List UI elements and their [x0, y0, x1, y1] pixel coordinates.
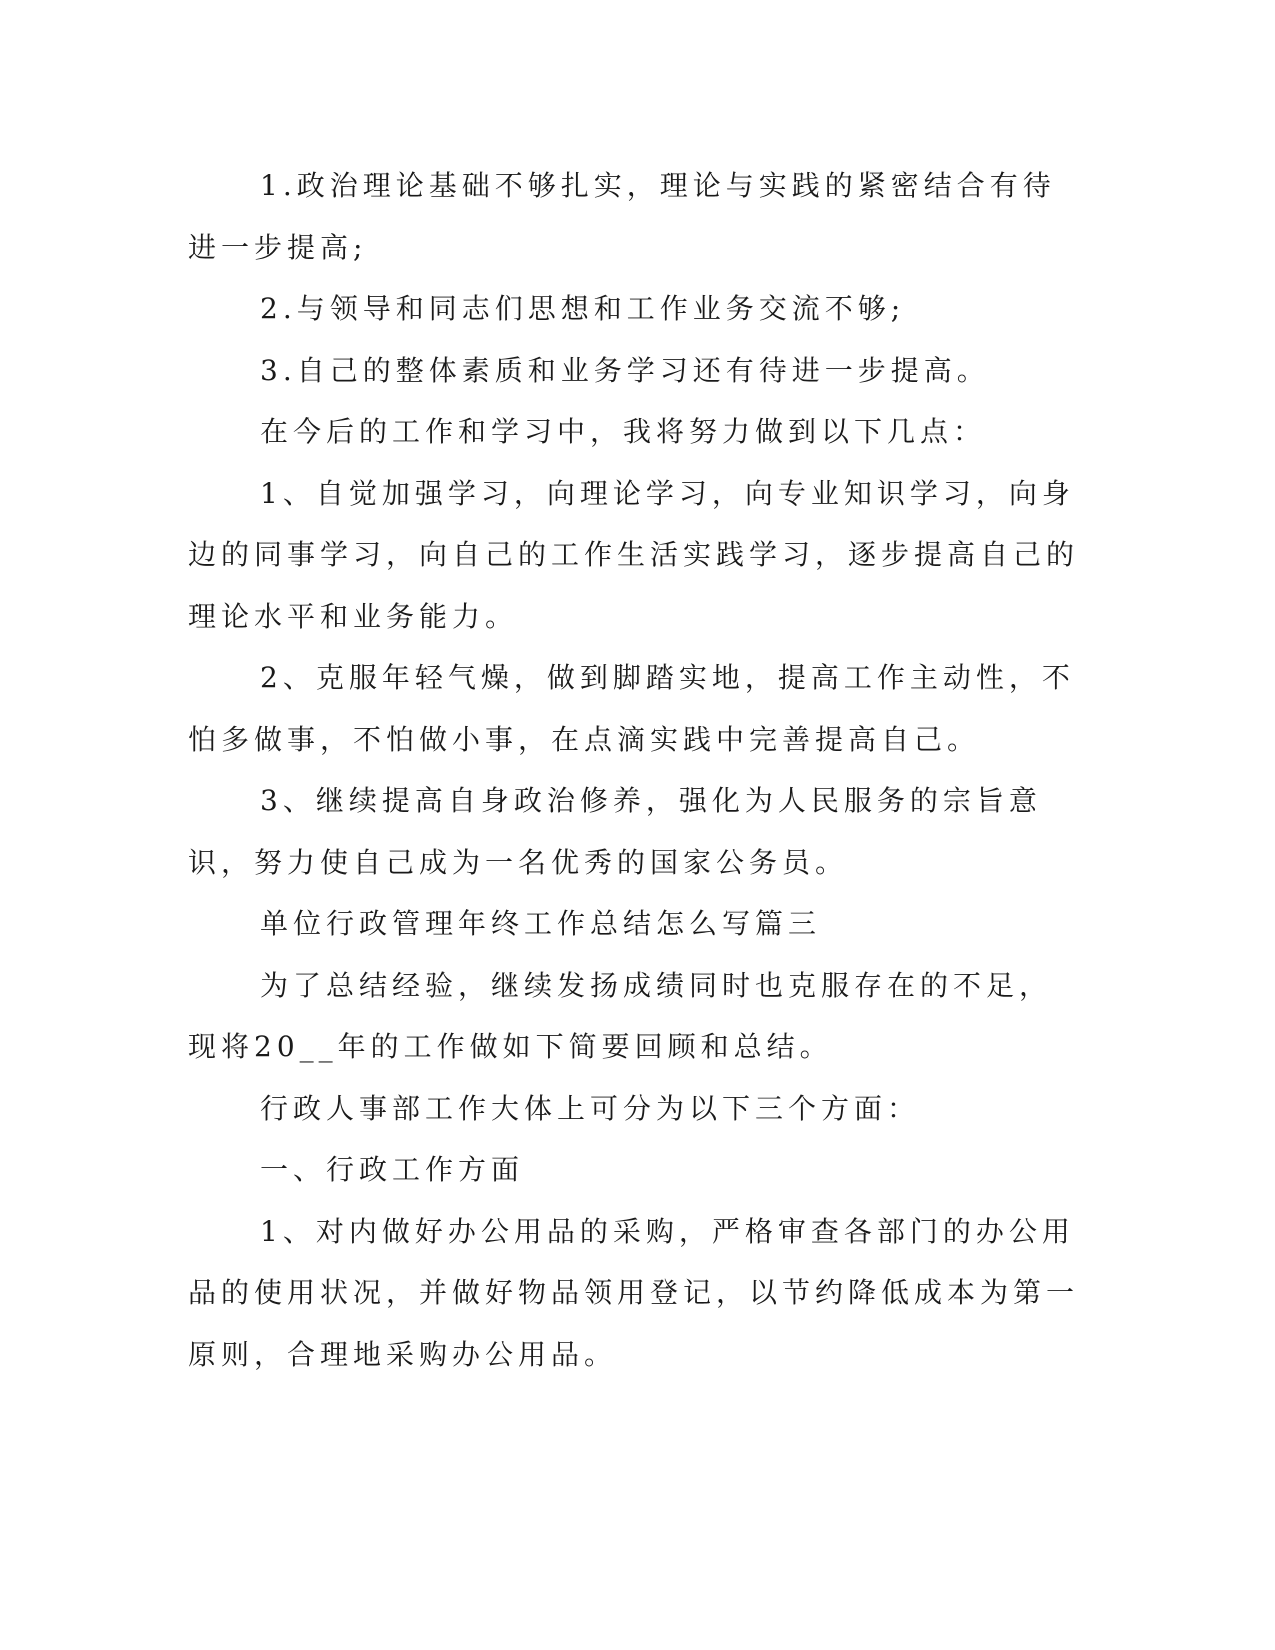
section-heading: 单位行政管理年终工作总结怎么写篇三	[260, 907, 822, 940]
paragraph-plan-intro: 在今后的工作和学习中，我将努力做到以下几点：	[260, 415, 987, 448]
paragraph-plan-3: 3、继续提高自身政治修养，强化为人民服务的宗旨意识，努力使自己成为一名优秀的国家公务员。	[188, 784, 1042, 879]
paragraph-plan-2: 2、克服年轻气燥，做到脚踏实地，提高工作主动性，不怕多做事，不怕做小事，在点滴实践中完善提高自己。	[188, 661, 1075, 756]
paragraph-shortcoming-3: 3.自己的整体素质和业务学习还有待进一步提高。	[260, 353, 990, 387]
subsection-heading: 一、行政工作方面	[260, 1153, 525, 1186]
paragraph-shortcoming-2: 2.与领导和同志们思想和工作业务交流不够;	[260, 292, 906, 325]
paragraph-shortcoming-1: 1.政治理论基础不够扎实，理论与实践的紧密结合有待进一步提高;	[188, 169, 1056, 264]
paragraph-summary-intro: 为了总结经验，继续发扬成绩同时也克服存在的不足，现将20__年的工作做如下简要回顾和总结。	[188, 968, 1053, 1063]
paragraph-admin-1: 1、对内做好办公用品的采购，严格审查各部门的办公用品的使用状况，并做好物品领用登记，以节约降低成本为第一原则，合理地采购办公用品。	[188, 1214, 1080, 1371]
paragraph-work-aspects: 行政人事部工作大体上可分为以下三个方面：	[260, 1091, 921, 1125]
document-body	[188, 155, 1083, 1385]
paragraph-plan-1: 1、自觉加强学习，向理论学习，向专业知识学习，向身边的同事学习，向自己的工作生活实践学习，逐步提高自己的理论水平和业务能力。	[188, 476, 1080, 633]
